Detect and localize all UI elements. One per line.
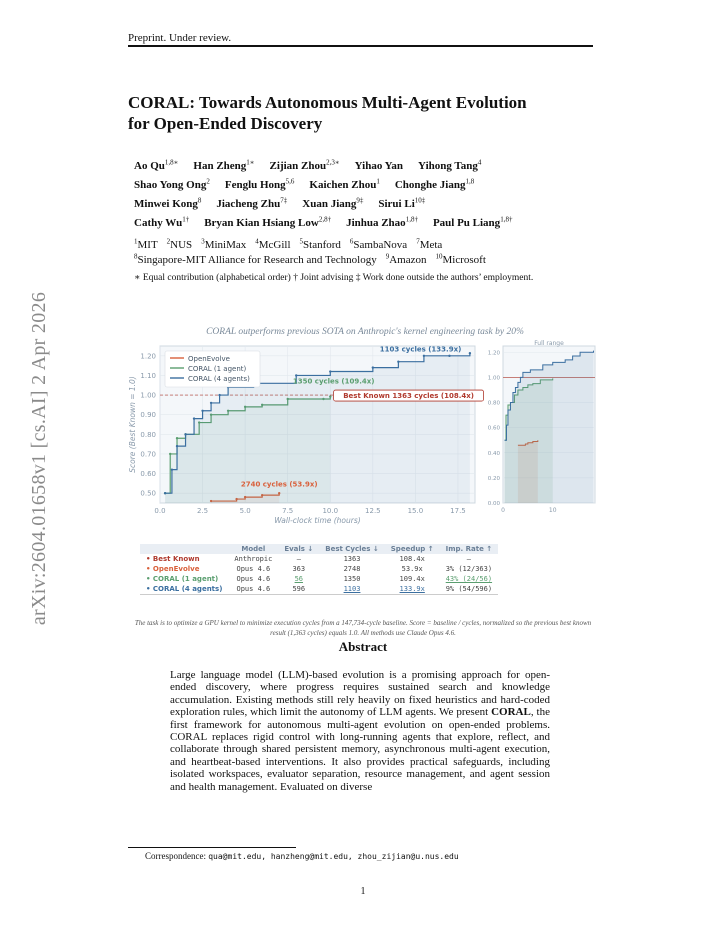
table-cell: Opus 4.6 [236, 575, 271, 583]
inset-y-tick: 0.80 [487, 400, 500, 407]
table-cell: 1363 [343, 555, 361, 563]
affiliations-line-2 [134, 252, 495, 266]
y-tick-label: 1.00 [140, 391, 156, 400]
affiliation: $^5$Stanford [299, 237, 341, 251]
legend-label: CORAL (4 agents) [188, 375, 250, 383]
page-number: 1 [360, 886, 366, 897]
inset-y-tick: 0.20 [487, 475, 500, 482]
correspondence-emails[interactable]: qua@mit.edu, hanzheng@mit.edu, zhou_zijian@u.nus.edu [208, 852, 459, 861]
table-header-cell: Model [228, 544, 278, 554]
table-header-cell: Best Cycles ↓ [319, 544, 385, 554]
author-name: Jinhua Zhao$^{1,8\dagger}$ [346, 215, 418, 229]
performance-chart [125, 338, 600, 533]
table-row [140, 564, 498, 574]
legend-label: CORAL (1 agent) [188, 365, 247, 373]
inset-y-tick: 0.40 [487, 450, 500, 457]
affiliation: $^8$Singapore-MIT Alliance for Research and Technology [134, 252, 377, 266]
annotation-label: 2740 cycles (53.9x) [240, 480, 318, 489]
author-line-2 [134, 177, 489, 191]
results-table [140, 544, 498, 595]
inset-title: Full range [534, 340, 564, 347]
running-header: Preprint. Under review. [128, 32, 232, 44]
data-point [201, 410, 203, 412]
table-cell: Opus 4.6 [236, 565, 271, 573]
author-line-3 [134, 196, 440, 210]
data-point [176, 445, 178, 447]
table-cell: 363 [292, 565, 306, 573]
author-name: Zijian Zhou$^{2,3∗}$ [269, 158, 340, 172]
x-tick-label: 2.5 [196, 507, 209, 515]
annotation-label: Best Known 1363 cycles (108.4x) [343, 392, 474, 401]
author-name: Yihao Yan [354, 159, 404, 172]
table-cell: 133.9x [385, 584, 440, 595]
affiliation: $^1$MIT [134, 237, 158, 251]
x-tick-label: 10.0 [322, 507, 339, 515]
table-row [140, 574, 498, 584]
data-point [397, 361, 399, 363]
table-cell: 3% (12/363) [445, 565, 493, 573]
inset-y-tick: 1.20 [487, 350, 500, 357]
affiliation: $^7$Meta [416, 237, 443, 251]
author-name: Yihong Tang$^4$ [418, 158, 482, 172]
affiliations-line-1 [134, 237, 451, 251]
data-point [193, 417, 195, 419]
affiliation: $^3$MiniMax [201, 237, 247, 251]
y-tick-label: 0.60 [140, 470, 156, 479]
header-rule [128, 45, 593, 47]
inset-x-tick: 10 [548, 507, 557, 514]
x-tick-label: 5.0 [239, 507, 251, 515]
table-cell: Anthropic [234, 555, 273, 563]
footnote-rule [128, 847, 296, 848]
y-tick-label: 1.10 [140, 371, 156, 380]
author-name: Xuan Jiang$^{9\ddagger}$ [302, 196, 364, 210]
inset-y-tick: 0.00 [487, 501, 500, 507]
author-line-4 [134, 215, 527, 229]
author-name: Han Zheng$^{1∗}$ [193, 158, 255, 172]
affiliation: $^2$NUS [166, 237, 193, 251]
author-name: Minwei Kong$^8$ [134, 196, 202, 210]
table-cell: 9% (54/596) [440, 584, 499, 595]
data-point [176, 437, 178, 439]
table-cell: 108.4x [399, 555, 425, 563]
affiliation: $^6$SambaNova [349, 237, 408, 251]
table-cell: 1350 [343, 575, 361, 583]
data-point [169, 453, 171, 455]
inset-y-tick: 0.60 [487, 425, 500, 432]
x-axis-label: Wall-clock time (hours) [274, 516, 361, 525]
data-point [184, 433, 186, 435]
data-point [218, 394, 220, 396]
annotation-label: 1103 cycles (133.9x) [379, 345, 462, 354]
table-cell: • CORAL (4 agents) [140, 584, 228, 595]
author-name: Shao Yong Ong$^2$ [134, 177, 210, 191]
data-point [164, 492, 166, 494]
author-name: Chonghe Jiang$^{1,8}$ [394, 177, 475, 191]
inset-y-tick: 1.00 [487, 375, 500, 382]
table-cell: • OpenEvolve [146, 565, 200, 573]
data-point [448, 355, 450, 357]
chart-title: CORAL outperforms previous SOTA on Anthropic's kernel engineering task by 20% [206, 327, 524, 337]
table-header-cell: Imp. Rate ↑ [440, 544, 499, 554]
table-cell: 596 [278, 584, 319, 595]
table-cell: • Best Known [146, 555, 200, 563]
author-name: Cathy $Wu^{1\dagger}$ [134, 215, 190, 229]
legend-label: OpenEvolve [188, 355, 230, 363]
data-point [329, 370, 331, 372]
table-cell: • CORAL (1 agent) [146, 575, 219, 583]
table-cell: – [466, 555, 471, 563]
affiliation: $^4$McGill [255, 237, 291, 251]
x-tick-label: 0.0 [154, 507, 166, 515]
table-cell: 1103 [319, 584, 385, 595]
affiliation: $^{10}$Microsoft [435, 252, 486, 266]
annotation-label: 1350 cycles (109.4x) [292, 377, 375, 386]
data-point [469, 352, 471, 354]
author-name: Bryan Kian Hsiang Low$^{2,8\dagger}$ [204, 215, 332, 229]
table-header-cell [140, 544, 228, 554]
author-name: Ao $Qu^{1,8∗}$ [134, 158, 179, 172]
data-point [210, 402, 212, 404]
data-point [171, 468, 173, 470]
full-range-inset [488, 340, 595, 514]
table-cell: Opus 4.6 [228, 584, 278, 595]
y-tick-label: 1.20 [140, 352, 156, 361]
data-point [423, 355, 425, 357]
table-header-row [140, 544, 498, 554]
correspondence-footnote: Correspondence: qua@mit.edu, hanzheng@mit.edu, zhou_zijian@u.nus.edu [145, 851, 459, 861]
table-cell: 2748 [343, 565, 361, 573]
x-tick-label: 7.5 [282, 507, 294, 515]
y-tick-label: 0.80 [140, 430, 156, 439]
author-name: Kaichen Zhou$^1$ [309, 177, 380, 191]
table-header-cell: Evals ↓ [278, 544, 319, 554]
table-cell: – [296, 555, 301, 563]
table-cell: 53.9x [401, 565, 423, 573]
table-cell: 109.4x [399, 575, 425, 583]
figure-caption: The task is to optimize a GPU kernel to minimize execution cycles from a 147,734-cycle baseline. Score = baseline / cycles, normalized so the previous best known result (1,363 cycles) equals 1.0. All methods use Claude Opus 4.6. [134, 619, 592, 637]
y-tick-label: 0.70 [140, 450, 156, 459]
arxiv-stamp: arXiv:2604.01658v1 [cs.AI] 2 Apr 2026 [28, 291, 50, 626]
table-row [140, 584, 498, 595]
table-cell: 56 [294, 575, 304, 583]
y-tick-label: 0.50 [140, 489, 156, 498]
legend [165, 351, 260, 387]
author-name: Jiacheng Zhu$^{7\ddagger}$ [216, 196, 288, 210]
table-cell: 43% (24/56) [445, 575, 493, 583]
y-axis-label: Score (Best Known = 1.0) [128, 376, 137, 473]
data-point [372, 366, 374, 368]
paper-title: CORAL: Towards Autonomous Multi-Agent Evolution for Open-Ended Discovery [128, 93, 527, 133]
table-row [140, 554, 498, 564]
y-tick-label: 0.90 [140, 411, 156, 420]
author-name: Paul Pu Liang$^{1,8\dagger}$ [432, 215, 513, 229]
abstract-body: Large language model (LLM)-based evolution is a promising approach for open-ended discovery, where progress requires sustained search and knowledge accumulation. Existing methods still rely heavily on fixed heuristics and hard-coded exploration rules, which limit the autonomy of LLM agents. We present CORAL, the first framework for autonomous multi-agent evolution on open-ended problems. CORAL replaces rigid control with long-running agents that explore, reflect, and collaborate through shared persistent memory, asynchronous multi-agent execution, and heartbeat-based interventions. It also provides practical safeguards, including isolated workspaces, evaluator separation, resource management, and agent session and health management. Evaluated on diverse [170, 669, 550, 793]
x-tick-label: 17.5 [450, 507, 466, 515]
x-tick-label: 15.0 [407, 507, 424, 515]
author-name: Fenglu Hong$^{5,6}$ [224, 177, 295, 191]
x-tick-label: 12.5 [365, 507, 381, 515]
table-header-cell: Speedup ↑ [385, 544, 440, 554]
main-plot [128, 345, 484, 525]
inset-x-tick: 0 [501, 507, 505, 514]
author-name: Sirui $Li^{10\ddagger}$ [378, 196, 426, 210]
abstract-heading: Abstract [338, 639, 388, 654]
author-line-1 [134, 158, 496, 172]
author-notes: ∗ Equal contribution (alphabetical order) † Joint advising ‡ Work done outside the authors’ employment. [134, 273, 534, 283]
affiliation: $^9$Amazon [385, 252, 427, 266]
